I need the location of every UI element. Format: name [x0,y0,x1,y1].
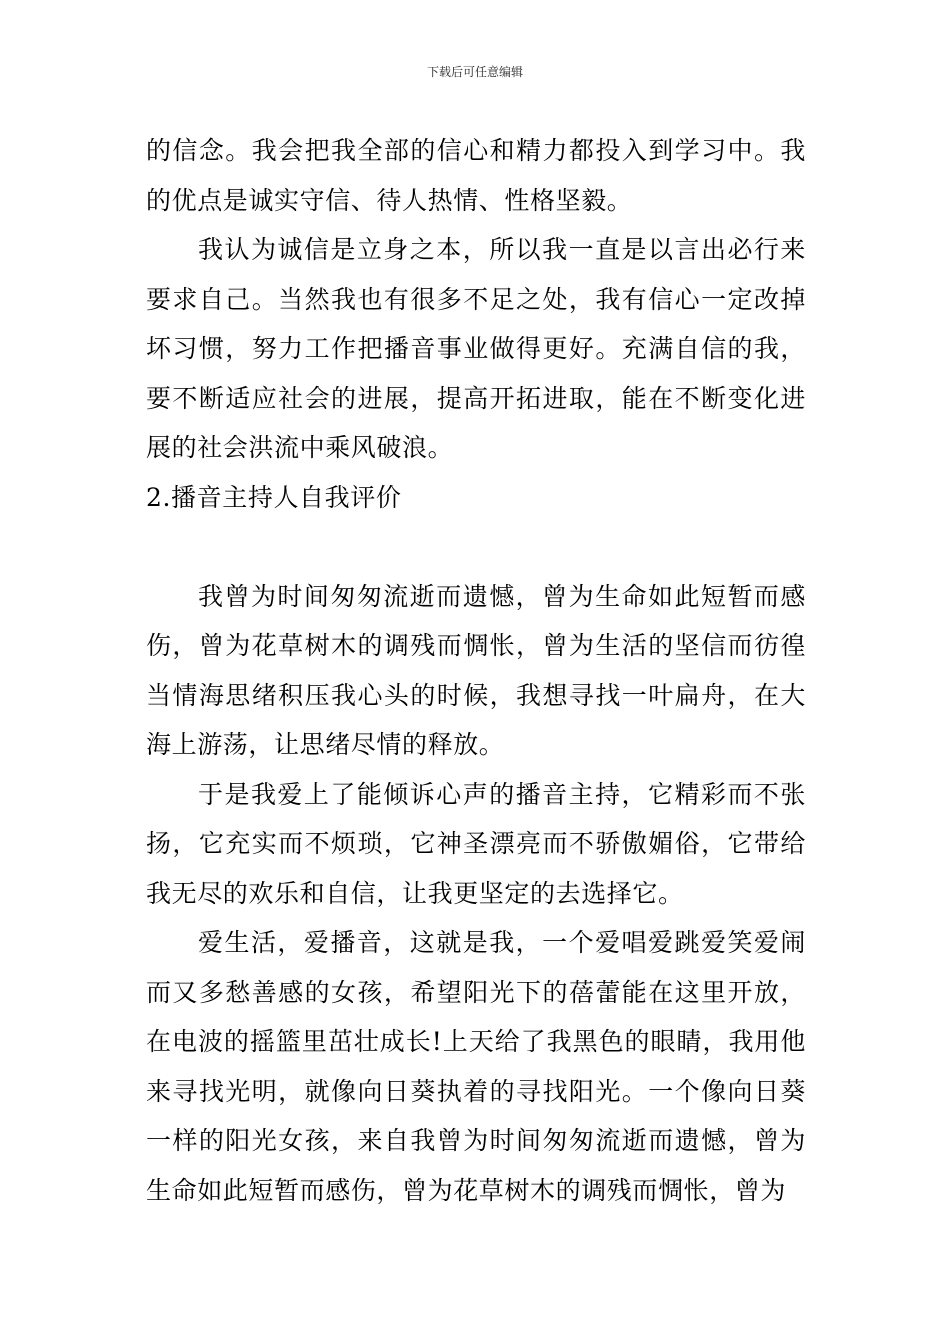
page-header: 下载后可任意编辑 [426,65,523,79]
paragraph-3: 我曾为时间匆匆流逝而遗憾，曾为生命如此短暂而感伤，曾为花草树木的调残而惆怅，曾为生活的坚信而彷徨当情海思绪积压我心头的时候，我想寻找一叶扁舟，在大海上游荡，让思绪尽情的释放。 [146,581,806,759]
paragraph-5: 爱生活，爱播音，这就是我，一个爱唱爱跳爱笑爱闹而又多愁善感的女孩，希望阳光下的蓓蕾能在这里开放，在电波的摇篮里茁壮成长!上天给了我黑色的眼睛，我用他来寻找光明，就像向日葵执着的寻找阳光。一个像向日葵一样的阳光女孩，来自我曾为时间匆匆流逝而遗憾，曾为生命如此短暂而感伤，曾为花草树木的调残而惆怅，曾为 [146,928,806,1205]
document-body [146,126,806,1215]
paragraph-1: 的信念。我会把我全部的信心和精力都投入到学习中。我的优点是诚实守信、待人热情、性格坚毅。 [146,136,806,215]
paragraph-4: 于是我爱上了能倾诉心声的播音主持，它精彩而不张扬，它充实而不烦琐，它神圣漂亮而不骄傲媚俗，它带给我无尽的欢乐和自信，让我更坚定的去选择它。 [146,779,806,908]
section-heading: 2.播音主持人自我评价 [146,482,402,512]
paragraph-2: 我认为诚信是立身之本，所以我一直是以言出必行来要求自己。当然我也有很多不足之处，我有信心一定改掉坏习惯，努力工作把播音事业做得更好。充满自信的我，要不断适应社会的进展，提高开拓进取，能在不断变化进展的社会洪流中乘风破浪。 [146,235,806,462]
blank-line [146,522,806,572]
